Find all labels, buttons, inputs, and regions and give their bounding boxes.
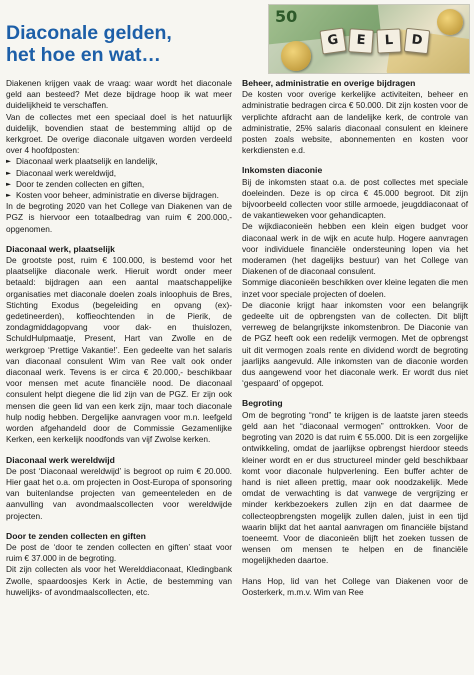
main-items-list bbox=[6, 156, 232, 201]
section-worldwide-text: De post ‘Diaconaal wereldwijd’ is begroot op ruim € 20.000. Hier gaat het o.a. om projecten in Oost-Europa of sponsoring van buitenlandse projecten van gemeenteleden en de aanvulling van avondmaalscollecten voor wereldwijde projecten. bbox=[6, 465, 232, 521]
section-local-text: De grootste post, ruim € 100.000, is bestemd voor het plaatselijke diaconale werk. Hieruit wordt onder meer betaald: bijdragen aan een aantal maatschappelijke organisaties met diaconale doelen zoals inloophuis de Bres, Stichting Exodus (begeleiding en opvang (ex)-gedetineerden), koffieochtenden in de Pierik, de zondagmiddagopvang voor dak- en thuislozen, SchuldHulpmaatje, Present, Hart van Zwolle en de werkgroep ‘Prettige Vakantie!’. Een gedeelte van het salaris van diaconaal consulent Wim van Ree valt ook onder diaconaal werk. Tevens is er circa € 20.000,- beschikbaar voor mensen met acute financiële nood. De diaconaal consulent helpt diegene die lid zijn van de PGZ. Er zijn ook mensen die geen lid van een kerk zijn, maar toch diaconale hulp nodig hebben. Dergelijke aanvragen voor m.n. leefgeld worden afgehandeld door de Commissie Gezamenlijke Kerken, een kerkelijk noodfonds van vijf Zwolse kerken. bbox=[6, 255, 232, 445]
list-item: ► Diaconaal werk plaatselijk en landelijk, bbox=[6, 156, 232, 167]
banknote-value: 50 bbox=[275, 7, 298, 26]
coin-image bbox=[281, 41, 311, 71]
section-heading-worldwide: Diaconaal werk wereldwijd bbox=[6, 454, 115, 465]
article-title-line-1: Diaconale gelden, bbox=[6, 22, 172, 44]
section-income-text-3: Sommige diaconieën beschikken over kleine legaten die men inzet voor speciale projecten of doelen. bbox=[242, 277, 468, 299]
section-heading-local: Diaconaal werk, plaatselijk bbox=[6, 243, 115, 254]
letter-tile: L bbox=[376, 28, 401, 53]
section-heading-budget: Begroting bbox=[242, 398, 283, 409]
coin-image bbox=[437, 9, 463, 35]
section-management-text: De kosten voor overige kerkelijke activiteiten, beheer en administratie bedragen circa € 50.000. Dit zijn kosten voor de verplichte afdracht aan de landelijke kerk, de controle van administratie, 25% salaris diaconaal consulent en kleinere posten zoals website, abonnementen en kosten voor kerkdiensten e.d. bbox=[242, 89, 468, 156]
budget-paragraph: In de begroting 2020 van het College van Diakenen van de PGZ is hiervoor een totaalbedrag van ruim € 200.000,- opgenomen. bbox=[6, 201, 232, 234]
section-collections-text: De post de ‘door te zenden collecten en giften’ staat voor ruim € 37.000 in de begroting. bbox=[6, 541, 232, 564]
list-item: ► Kosten voor beheer, administratie en diverse bijdragen. bbox=[6, 190, 232, 201]
section-heading-collections: Door te zenden collecten en giften bbox=[6, 530, 146, 541]
list-item: ► Diaconaal werk wereldwijd, bbox=[6, 168, 232, 179]
letter-tile: D bbox=[404, 28, 430, 54]
list-item: ► Door te zenden collecten en giften, bbox=[6, 179, 232, 190]
section-income-text-4: De diaconie krijgt haar inkomsten voor een belangrijk gedeelte uit de opbrengsten van de collecten. Dit blijft verreweg de belangrijkste inkomstenbron. De Diaconie van de PGZ heeft ook een redelijk vermogen. Met de opbrengst uit dit vermogen zoals rente en dividend wordt de begroting jaarlijks aangevuld. Alle inkomsten van de diaconie worden dus aangewend voor het diaconale werk. Er wordt dus niet ‘gespaard’ of opgepot. bbox=[242, 299, 468, 389]
section-income-text-2: De wijkdiaconieën hebben een klein eigen budget voor diaconaal werk in de wijk en acute hulp. Hogere aanvragen voor individuele financiële ondersteuning lopen via het moderamen (het dagelijks bestuur) van het College van Diakenen of de diaconaal consulent. bbox=[242, 221, 468, 277]
section-collections-text-2: Dit zijn collecten als voor het Werelddiaconaat, Kledingbank Zwolle, spaardoosjes Kerk in Actie, de bestemming van huwelijks- of avondmaalscollecten, etc. bbox=[6, 564, 232, 597]
section-heading-income: Inkomsten diaconie bbox=[242, 165, 323, 176]
article-title-line-2: het hoe en wat… bbox=[6, 44, 161, 66]
article-title bbox=[6, 22, 256, 66]
right-column bbox=[242, 78, 468, 598]
left-column bbox=[6, 78, 232, 598]
letter-tile: E bbox=[348, 28, 374, 54]
intro-paragraph-2: Van de collectes met een speciaal doel is het natuurlijk duidelijk, bovendien staat de bestemming altijd op de kerkgroet. De overige diaconale uitgaven worden verdeeld over 4 hoofdposten: bbox=[6, 111, 232, 156]
letter-tile: G bbox=[319, 27, 346, 54]
money-photo bbox=[268, 4, 470, 74]
section-budget-text: Om de begroting “rond” te krijgen is de laatste jaren steeds geld aan het “diaconaal vermogen” onttrokken. Voor de begroting van 2020 is dat ruim € 55.000. Dit is een zorgelijke ontwikkeling, omdat de jaarlijkse opbrengst hierdoor steeds kleiner wordt en er dus structureel minder geld beschikbaar komt voor diaconale hulpverlening. Een buffer achter de hand is niet alleen prettig, maar ook noodzakelijk. Mede omdat de verwachting is dat vanwege de vergrijzing er minder kerkbezoekers zullen zijn en dat daarmee de collecteopbrengsten mogelijk zullen dalen, juist in een tijd waarin blijkt dat het aantal aanvragen om financiële bijstand toeneemt. Voor de diaconieën blijft het zoeken tussen de wensen om mensen te helpen en de financiële mogelijkheden daartoe. bbox=[242, 409, 468, 566]
section-income-text: Bij de inkomsten staat o.a. de post collectes met speciale doeleinden. Deze is op circa € 45.000 begroot. Dit zijn bijvoorbeeld collecten voor stille armoede, jeugddiaconaat of de vakantieweken voor gehandicapten. bbox=[242, 176, 468, 221]
section-heading-management: Beheer, administratie en overige bijdragen bbox=[242, 78, 416, 88]
intro-paragraph: Diakenen krijgen vaak de vraag: waar wordt het diaconale geld aan besteed? Met deze bijdrage hoop ik wat meer duidelijkheid te verschaffen. bbox=[6, 78, 232, 111]
author-signature: Hans Hop, lid van het College van Diakenen voor de Oosterkerk, m.m.v. Wim van Ree bbox=[242, 575, 468, 597]
